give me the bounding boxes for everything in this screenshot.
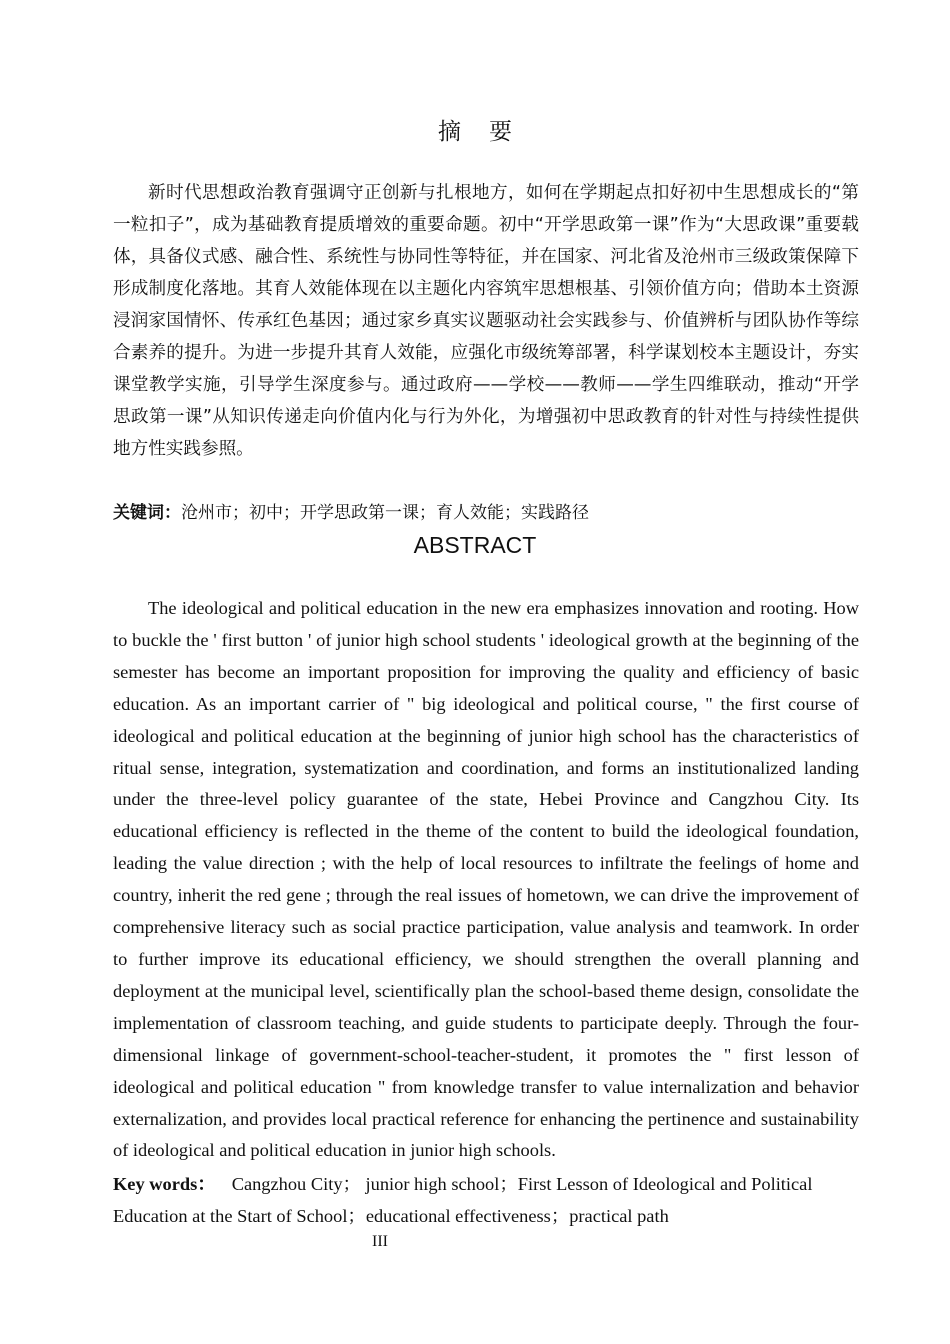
- chinese-abstract-title: 摘要: [438, 119, 540, 145]
- chinese-abstract-body: 新时代思想政治教育强调守正创新与扎根地方，如何在学期起点扣好初中生思想成长的“第一粒扣子”，成为基础教育提质增效的重要命题。初中“开学思政第一课”作为“大思政课”重要载体，具备仪式感、融合性、系统性与协同性等特征，并在国家、河北省及沧州市三级政策保障下形成制度化落地。其育人效能体现在以主题化内容筑牢思想根基、引领价值方向；借助本土资源浸润家国情怀、传承红色基因；通过家乡真实议题驱动社会实践参与、价值辨析与团队协作等综合素养的提升。为进一步提升其育人效能，应强化市级统筹部署，科学谋划校本主题设计，夯实课堂教学实施，引导学生深度参与。通过政府——学校——教师——学生四维联动，推动“开学思政第一课”从知识传递走向价值内化与行为外化，为增强初中思政教育的针对性与持续性提供地方性实践参照。: [113, 183, 859, 459]
- chinese-keywords: [113, 497, 859, 529]
- chinese-keywords-label: 关键词：: [113, 503, 181, 523]
- english-abstract-body: The ideological and political education in the new era emphasizes innovation and rooting. How to buckle the ' first button ' of junior high school students ' ideological growth at the beginning of the semester has become an important proposition for improving the quality and efficiency of basic education. As an important carrier of " big ideological and political course, " the first course of ideological and political education at the beginning of junior high school has the characteristics of ritual sense, integration, systematization and coordination, and forms an institutionalized landing under the three-level policy guarantee of the state, Hebei Province and Cangzhou City. Its educational efficiency is reflected in the theme of the content to build the ideological foundation, leading the value direction ; with the help of local resources to infiltrate the feelings of home and country, inherit the red gene ; through the real issues of hometown, we can drive the improvement of comprehensive literacy such as social practice participation, value analysis and teamwork. In order to further improve its educational efficiency, we should strengthen the overall planning and deployment at the municipal level, scientifically plan the school-based theme design, consolidate the implementation of classroom teaching, and guide students to participate deeply. Through the four-dimensional linkage of government-school-teacher-student, it promotes the " first lesson of ideological and political education " from knowledge transfer to value internalization and behavior externalization, and provides local practical reference for enhancing the pertinence and sustainability of ideological and political education in junior high schools.: [113, 598, 859, 1161]
- english-keywords-text: Cangzhou City； junior high school；First Lesson of Ideological and Political Education at the Start of School；educational effectiveness；practical path: [113, 1174, 813, 1226]
- english-abstract-title: ABSTRACT: [413, 532, 537, 558]
- english-keywords: [113, 1168, 859, 1232]
- chinese-keywords-text: 沧州市；初中；开学思政第一课；育人效能；实践路径: [181, 503, 589, 523]
- page-number: III: [372, 1233, 388, 1250]
- english-keywords-label: Key words：: [113, 1174, 216, 1194]
